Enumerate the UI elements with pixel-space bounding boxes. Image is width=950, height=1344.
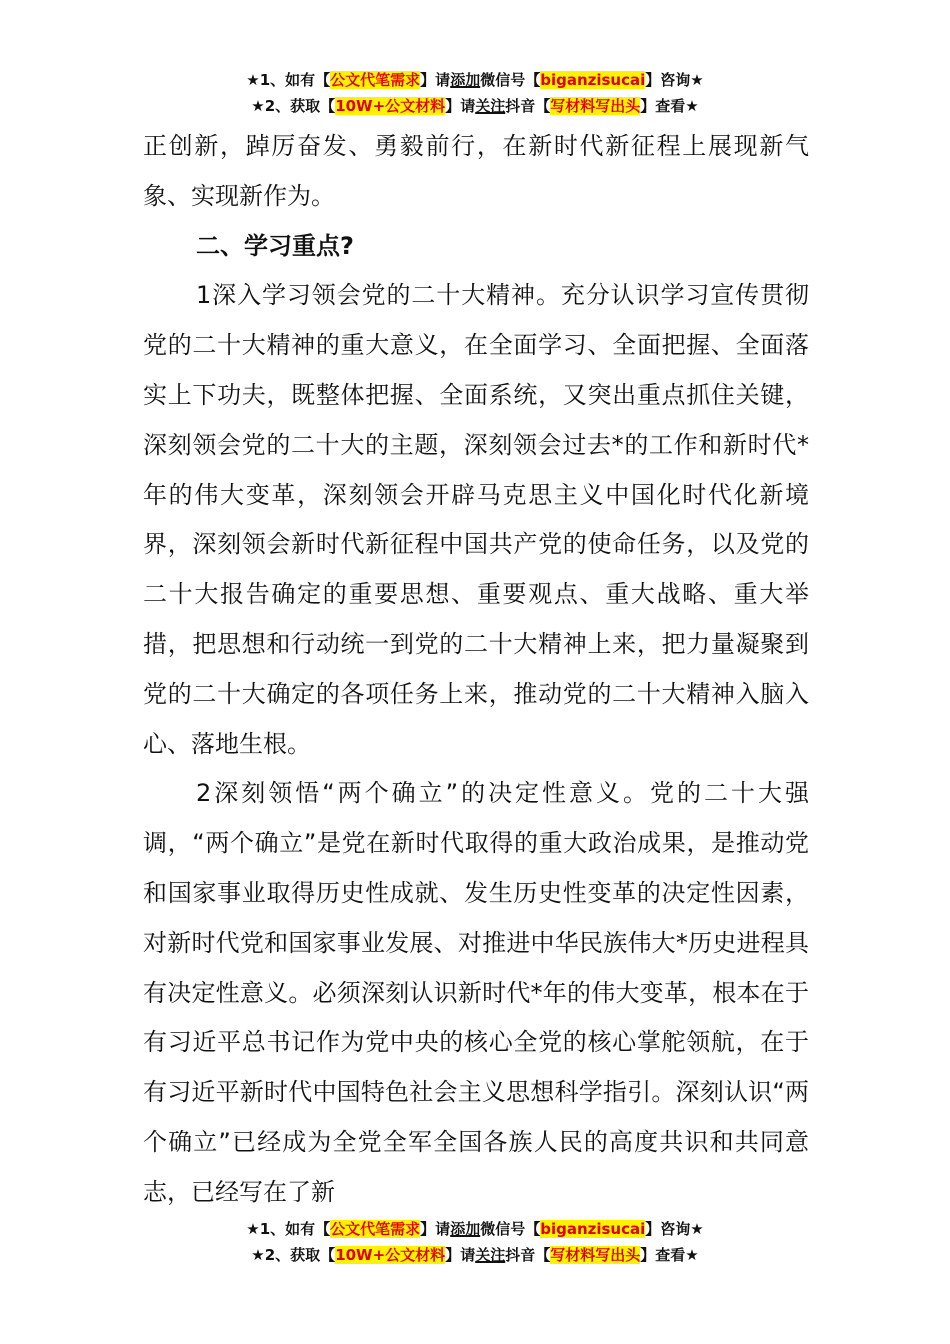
footer-line-2-highlight-materials: 10W+公文材料 [335, 1246, 446, 1264]
footer-line-2-suffix: 】查看★ [640, 1246, 699, 1264]
paragraph-2: 2深刻领悟“两个确立”的决定性意义。党的二十大强调，“两个确立”是党在新时代取得的重大政治成果，是推动党和国家事业取得历史性成就、发生历史性变革的决定性因素，对新时代党和国家事业发展、对推进中华民族伟大*历史进程具有决定性意义。必须深刻认识新时代*年的伟大变革，根本在于有习近平总书记作为党中央的核心全党的核心掌舵领航，在于有习近平新时代中国特色社会主义思想科学指引。深刻认识“两个确立”已经成为全党全军全国各族人民的高度共识和共同意志，已经写在了新 [143, 779, 809, 1206]
footer-line-1 [0, 1216, 950, 1242]
footer-line-2-mid2: 抖音【 [505, 1246, 551, 1264]
paragraph-1: 1深入学习领会党的二十大精神。充分认识学习宣传贯彻党的二十大精神的重大意义，在全面学习、全面把握、全面落实上下功夫，既整体把握、全面系统，又突出重点抓住关键，深刻领会党的二十大的主题，深刻领会过去*的工作和新时代*年的伟大变革，深刻领会开辟马克思主义中国化时代化新境界，深刻领会新时代新征程中国共产党的使命任务，以及党的二十大报告确定的重要思想、重要观点、重大战略、重大举措，把思想和行动统一到党的二十大精神上来，把力量凝聚到党的二十大确定的各项任务上来，推动党的二十大精神入脑入心、落地生根。 [143, 281, 809, 758]
section-heading: 二、学习重点? [196, 231, 354, 260]
footer-line-2 [0, 1242, 950, 1268]
header-line-2-suffix: 】查看★ [640, 97, 699, 115]
footer-line-1-mid2: 微信号【 [480, 1220, 541, 1238]
header-line-2-underlined: 关注 [475, 97, 506, 115]
header-line-2-mid: 】请 [445, 97, 476, 115]
footer-line-1-highlight-wechat: biganzisucai [540, 1220, 646, 1238]
footer-line-2-underlined: 关注 [475, 1246, 506, 1264]
continuation-paragraph: 正创新，踔厉奋发、勇毅前行，在新时代新征程上展现新气象、实现新作为。 [143, 132, 809, 210]
footer-line-1-mid: 】请 [420, 1220, 451, 1238]
footer-line-2-mid: 】请 [445, 1246, 476, 1264]
header-line-2 [0, 93, 950, 119]
footer-banner [0, 1216, 950, 1268]
footer-line-1-highlight-service: 公文代笔需求 [330, 1220, 421, 1238]
header-banner [0, 67, 950, 119]
header-line-1-highlight-wechat: biganzisucai [540, 71, 646, 89]
header-line-1 [0, 67, 950, 93]
header-line-2-prefix: ★2、获取【 [251, 97, 336, 115]
header-line-1-mid2: 微信号【 [480, 71, 541, 89]
header-line-2-highlight-douyin: 写材料写出头 [550, 97, 641, 115]
footer-line-1-prefix: ★1、如有【 [246, 1220, 331, 1238]
footer-line-2-prefix: ★2、获取【 [251, 1246, 336, 1264]
footer-line-1-suffix: 】咨询★ [645, 1220, 704, 1238]
header-line-1-prefix: ★1、如有【 [246, 71, 331, 89]
header-line-1-suffix: 】咨询★ [645, 71, 704, 89]
header-line-2-mid2: 抖音【 [505, 97, 551, 115]
header-line-1-highlight-service: 公文代笔需求 [330, 71, 421, 89]
header-line-1-mid: 】请 [420, 71, 451, 89]
document-body [143, 122, 809, 1218]
header-line-2-highlight-materials: 10W+公文材料 [335, 97, 446, 115]
footer-line-1-underlined: 添加 [450, 1220, 481, 1238]
footer-line-2-highlight-douyin: 写材料写出头 [550, 1246, 641, 1264]
header-line-1-underlined: 添加 [450, 71, 481, 89]
